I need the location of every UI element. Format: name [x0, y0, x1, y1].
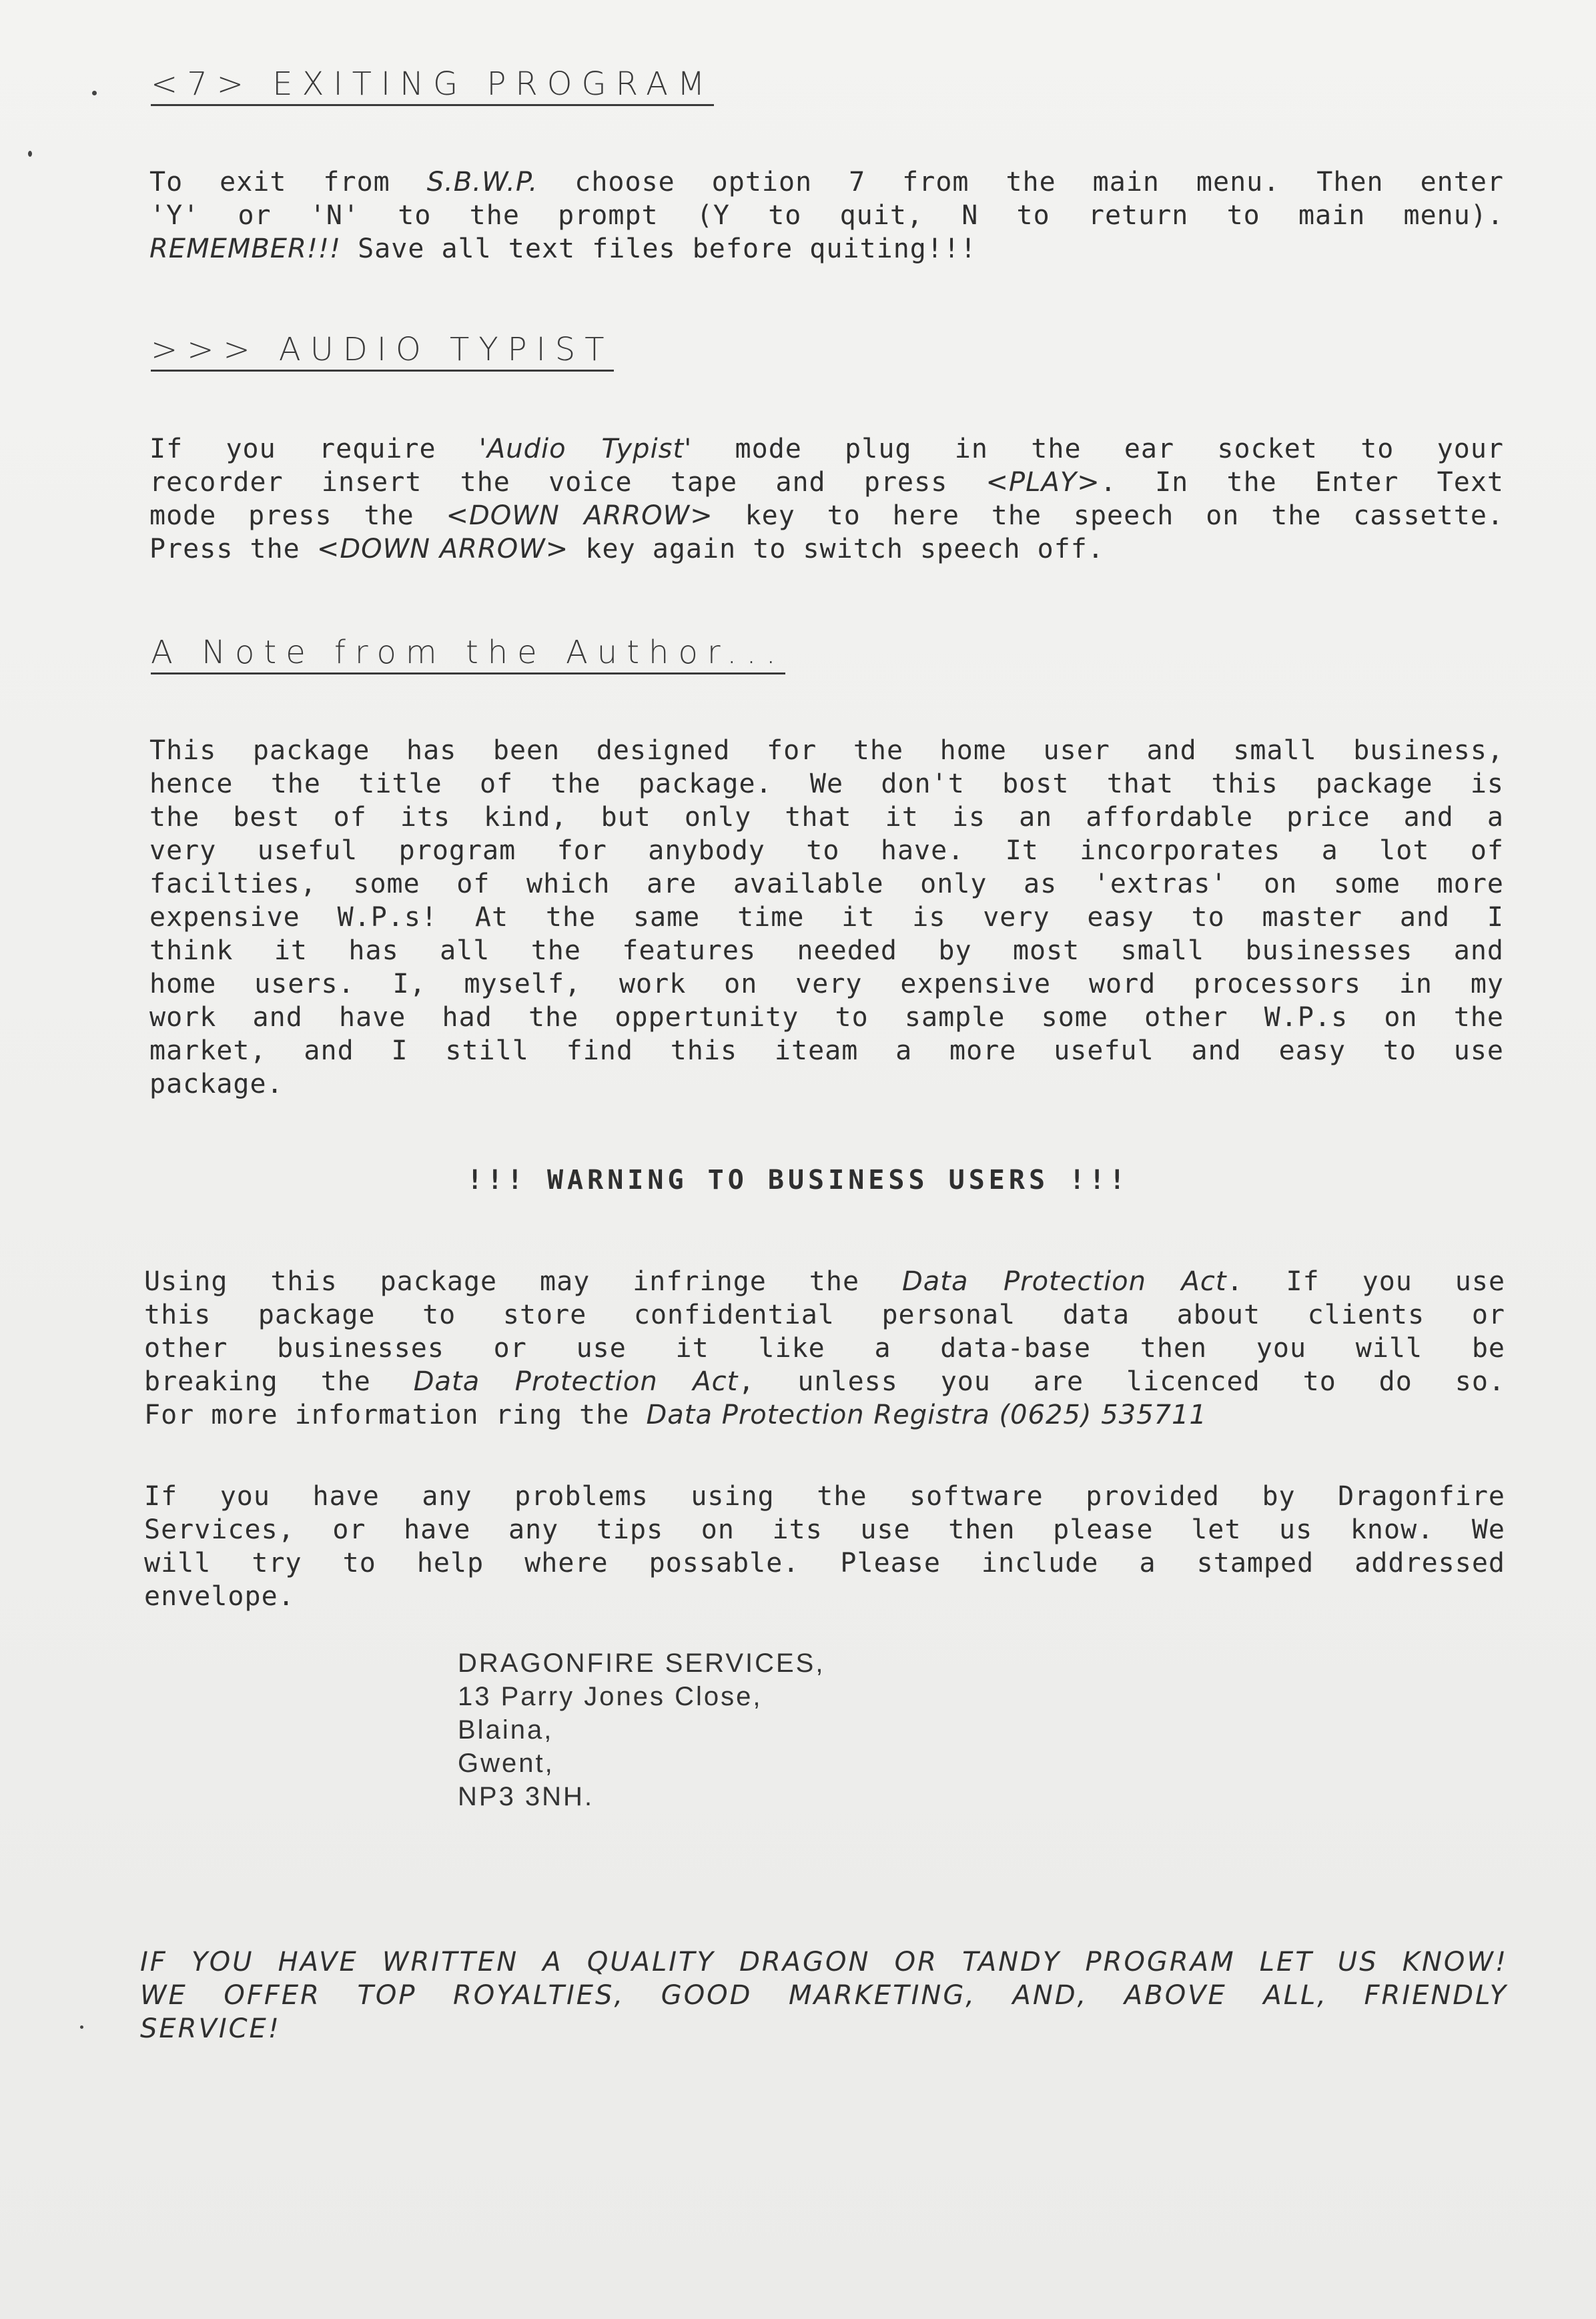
plain-text: , unless you are licenced to do so.: [738, 1366, 1506, 1397]
plain-text: Using this package may infringe the: [144, 1266, 902, 1297]
plain-text: . If you use: [1226, 1266, 1506, 1297]
plain-text: Save all text files before quiting!!!: [340, 234, 977, 264]
plain-text: Press the: [149, 534, 317, 564]
text-line: [144, 1265, 1505, 1298]
text-line: Services, or have any tips on its use then please let us know. We: [144, 1514, 1505, 1545]
warning-title: !!! WARNING TO BUSINESS USERS !!!: [466, 1165, 1130, 1196]
emphasis-text: 'Audio Typist': [478, 434, 693, 464]
text-line: [149, 466, 1504, 499]
plain-text: choose option 7 from the main menu. Then enter: [538, 167, 1504, 197]
plain-text: recorder insert the voice tape and press: [149, 467, 986, 498]
address-line: Blaina,: [458, 1715, 554, 1745]
heading-note-from-author: A Note from the Author...: [151, 634, 785, 674]
emphasis-text: REMEMBER!!!: [149, 234, 341, 264]
emphasis-text: <DOWN ARROW>: [316, 534, 569, 564]
plain-text: . In the Enter Text: [1100, 467, 1504, 498]
text-line: [149, 232, 1504, 266]
text-line: SERVICE!: [140, 2013, 281, 2044]
text-line: This package has been designed for the home user and small business,: [149, 735, 1504, 766]
plain-text: key again to switch speech off.: [568, 534, 1104, 564]
warning-paragraph: [144, 1265, 1505, 1432]
text-line: [144, 1332, 1505, 1365]
text-line: very useful program for anybody to have. It incorporates a lot of: [149, 835, 1504, 866]
text-line: [144, 1365, 1505, 1398]
text-line: home users. I, myself, work on very expensive word processors in my: [149, 969, 1504, 999]
plain-text: If you require: [149, 434, 479, 464]
address-line: 13 Parry Jones Close,: [458, 1682, 763, 1711]
plain-text: 'Y' or 'N' to the prompt (Y to quit, N to return to main menu).: [149, 200, 1504, 231]
emphasis-text: Data Protection Registra (0625) 535711: [646, 1400, 1207, 1430]
text-line: [144, 1298, 1505, 1332]
plain-text: mode plug in the ear socket to your: [692, 434, 1505, 464]
heading-exiting-program: <7> EXITING PROGRAM: [151, 65, 714, 106]
plain-text: breaking the: [144, 1366, 414, 1397]
text-line: IF YOU HAVE WRITTEN A QUALITY DRAGON OR TANDY PROGRAM LET US KNOW!: [140, 1947, 1508, 1977]
audio-paragraph: [149, 432, 1504, 566]
plain-text: key to here the speech on the cassette.: [713, 500, 1505, 531]
exiting-paragraph: [149, 165, 1504, 266]
emphasis-text: S.B.W.P.: [426, 167, 538, 197]
emphasis-text: Data Protection Act: [413, 1366, 739, 1397]
text-line: envelope.: [144, 1581, 295, 1612]
text-line: package.: [149, 1069, 284, 1099]
plain-text: mode press the: [149, 500, 446, 531]
postal-address: [458, 1647, 825, 1813]
address-line: NP3 3NH.: [458, 1782, 594, 1811]
author-paragraph: [149, 734, 1504, 1101]
punch-mark: [28, 151, 32, 157]
text-line: work and have had the oppertunity to sample some other W.P.s on the: [149, 1002, 1504, 1033]
text-line: facilties, some of which are available only as 'extras' on some more: [149, 869, 1504, 899]
plain-text: other businesses or use it like a data-base then you will be: [144, 1333, 1505, 1364]
emphasis-text: <PLAY>: [985, 467, 1100, 498]
text-line: hence the title of the package. We don't bost that this package is: [149, 769, 1504, 799]
plain-text: this package to store confidential personal data about clients or: [144, 1300, 1505, 1330]
text-line: [144, 1398, 1505, 1432]
text-line: [149, 165, 1504, 199]
text-line: will try to help where possable. Please include a stamped addressed: [144, 1548, 1505, 1578]
address-line: DRAGONFIRE SERVICES,: [458, 1649, 825, 1678]
text-line: market, and I still find this iteam a more useful and easy to use: [149, 1035, 1504, 1066]
emphasis-text: <DOWN ARROW>: [446, 500, 713, 531]
punch-mark: [80, 2025, 83, 2029]
text-line: [149, 432, 1504, 466]
heading-audio-typist: >>> AUDIO TYPIST: [151, 331, 614, 372]
address-line: Gwent,: [458, 1749, 554, 1778]
text-line: If you have any problems using the software provided by Dragonfire: [144, 1481, 1505, 1512]
text-line: WE OFFER TOP ROYALTIES, GOOD MARKETING, AND, ABOVE ALL, FRIENDLY: [140, 1980, 1508, 2011]
text-line: [149, 499, 1504, 532]
text-line: [149, 532, 1504, 566]
punch-mark: [92, 91, 97, 95]
text-line: think it has all the features needed by most small businesses and: [149, 935, 1504, 966]
text-line: [149, 199, 1504, 232]
plain-text: For more information ring the: [144, 1400, 647, 1430]
contact-paragraph: [144, 1480, 1505, 1613]
text-line: the best of its kind, but only that it is an affordable price and a: [149, 802, 1504, 833]
text-line: expensive W.P.s! At the same time it is very easy to master and I: [149, 902, 1504, 933]
emphasis-text: Data Protection Act: [901, 1266, 1227, 1297]
footer-callout: [140, 1945, 1508, 2045]
plain-text: To exit from: [149, 167, 427, 197]
